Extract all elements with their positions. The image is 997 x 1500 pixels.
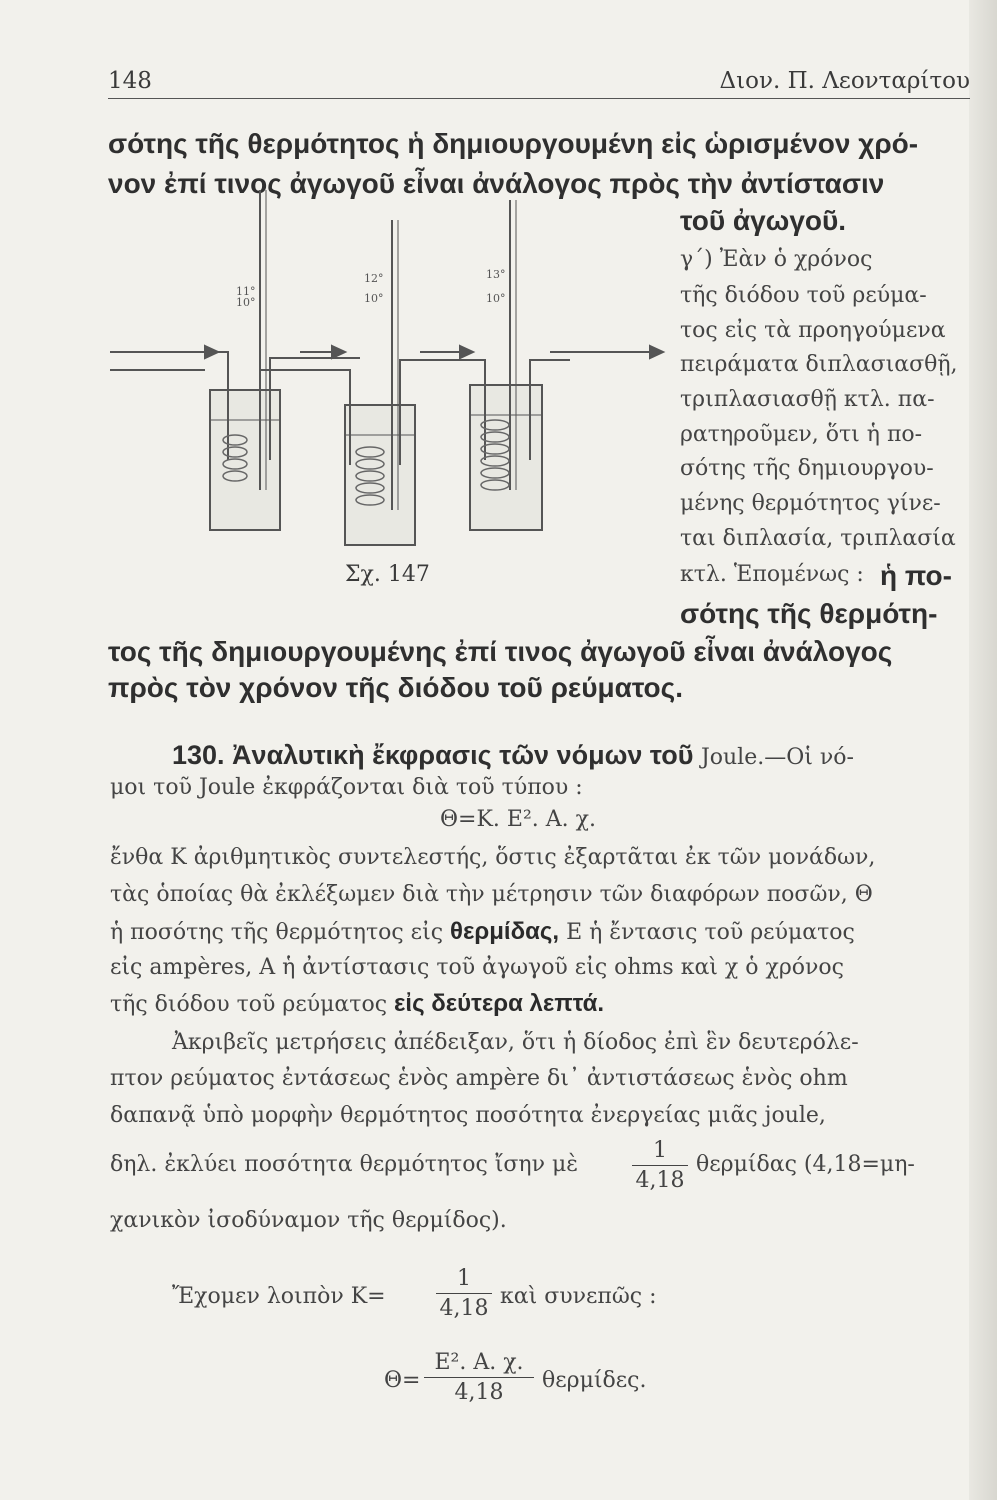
fraction-denominator: 4,18	[635, 1168, 685, 1193]
para1-line: εἰς ampères, Α ἡ ἀντίστασις τοῦ ἀγωγοῦ εἰς ohms καὶ χ ὁ χρόνος	[110, 955, 844, 980]
temp-label: 12°	[364, 272, 384, 285]
formula-joule: Θ=Κ. Ε². Α. χ.	[440, 807, 596, 832]
temp-label: 11°	[236, 285, 256, 298]
fraction-denominator: 4,18	[439, 1296, 489, 1321]
para1-text: Ε ἡ ἔντασις τοῦ ρεύματος	[566, 920, 855, 945]
fraction-numerator: 1	[436, 1266, 492, 1294]
bold-line-1: σότης τῆς θερμότη-	[680, 598, 938, 629]
side-bold-tail: ἡ πο-	[880, 560, 952, 591]
figure-caption: Σχ. 147	[345, 562, 430, 587]
section-heading-text: 130. Ἀναλυτικὴ ἔκφρασις τῶν νόμων τοῦ	[172, 740, 694, 770]
page-header	[108, 62, 970, 99]
para1-line	[110, 990, 604, 1018]
para2-line: δαπανᾷ ὑπὸ μορφὴν θερμότητος ποσότητα ἐνεργείας μιᾶς joule,	[110, 1103, 826, 1128]
fraction-numerator: Ε². Α. χ.	[424, 1350, 534, 1378]
side-line: γ΄) Ἐὰν ὁ χρόνος	[680, 247, 873, 272]
page-edge-shadow	[969, 0, 997, 1500]
fraction-1-over-4-18	[632, 1138, 688, 1193]
equation-k-left: Ἔχομεν λοιπὸν Κ=	[172, 1284, 386, 1309]
section-heading-tail: Joule.—Οἱ νό-	[700, 745, 854, 770]
side-line: σότης τῆς δημιουργου-	[680, 456, 934, 481]
side-line: τῆς διόδου τοῦ ρεύμα-	[680, 283, 927, 308]
side-line: τριπλασιασθῇ κτλ. πα-	[680, 387, 935, 412]
para1-line	[110, 918, 855, 946]
para2-line: Ἀκριβεῖς μετρήσεις ἀπέδειξαν, ὅτι ἡ δίοδος ἐπὶ ἓν δευτερόλε-	[172, 1030, 859, 1055]
side-line: κτλ. Ἑπομένως :	[680, 562, 864, 587]
fraction-k	[436, 1266, 492, 1321]
body-line-3: τοῦ ἀγωγοῦ.	[680, 205, 847, 236]
bold-line-2: τος τῆς δημιουργουμένης ἐπί τινος ἀγωγοῦ εἶναι ἀνάλογος	[108, 636, 893, 667]
equation-theta-right: θερμίδες.	[542, 1368, 647, 1393]
temp-label: 10°	[364, 292, 384, 305]
para2-line: δηλ. ἐκλύει ποσότητα θερμότητος ἴσην μὲ	[110, 1152, 579, 1177]
side-line: μένης θερμότητος γίνε-	[680, 491, 941, 516]
side-line: ται διπλασία, τριπλασία	[680, 526, 956, 551]
bold-term-thermides: θερμίδας,	[450, 918, 560, 945]
running-head: Διον. Π. Λεονταρίτου	[719, 68, 970, 94]
bold-term-seconds: εἰς δεύτερα λεπτά.	[394, 990, 605, 1017]
side-line: πειράματα διπλασιασθῇ,	[680, 352, 958, 377]
fraction-theta	[424, 1350, 534, 1405]
section-line-2: μοι τοῦ Joule ἐκφράζονται διὰ τοῦ τύπου :	[110, 775, 583, 800]
para1-line: ἔνθα Κ ἀριθμητικὸς συντελεστής, ὅστις ἐξαρτᾶται ἐκ τῶν μονάδων,	[110, 845, 876, 870]
body-line-1: σότης τῆς θερμότητος ἡ δημιουργουμένη εἰς ὡρισμένον χρό-	[108, 128, 919, 159]
side-line: ρατηροῦμεν, ὅτι ἡ πο-	[680, 422, 923, 447]
para2-line: θερμίδας (4,18=μη-	[696, 1152, 915, 1177]
para1-text: τῆς διόδου τοῦ ρεύματος	[110, 992, 388, 1017]
temp-label: 10°	[486, 292, 506, 305]
section-heading	[172, 740, 854, 771]
para1-text: ἡ ποσότης τῆς θερμότητος εἰς	[110, 920, 444, 945]
fraction-numerator: 1	[632, 1138, 688, 1166]
side-line: τος εἰς τὰ προηγούμενα	[680, 318, 946, 343]
temp-label: 13°	[486, 268, 506, 281]
para1-line: τὰς ὁποίας θὰ ἐκλέξωμεν διὰ τὴν μέτρησιν τῶν διαφόρων ποσῶν, Θ	[110, 882, 873, 907]
equation-k-right: καὶ συνεπῶς :	[500, 1284, 657, 1309]
page-number: 148	[108, 68, 152, 94]
fraction-denominator: 4,18	[454, 1380, 504, 1405]
equation-theta-left: Θ=	[384, 1368, 421, 1393]
figure-147-apparatus	[110, 190, 670, 590]
para2-line: πτον ρεύματος ἐντάσεως ἑνὸς ampère δι᾿ ἀντιστάσεως ἑνὸς ohm	[110, 1066, 848, 1091]
bold-line-3: πρὸς τὸν χρόνον τῆς διόδου τοῦ ρεύματος.	[108, 672, 683, 703]
para2-line: χανικὸν ἰσοδύναμον τῆς θερμίδος).	[110, 1208, 507, 1233]
temp-label: 10°	[236, 296, 256, 309]
body-line-2: νον ἐπί τινος ἀγωγοῦ εἶναι ἀνάλογος πρὸς τὴν ἀντίστασιν	[108, 168, 885, 199]
